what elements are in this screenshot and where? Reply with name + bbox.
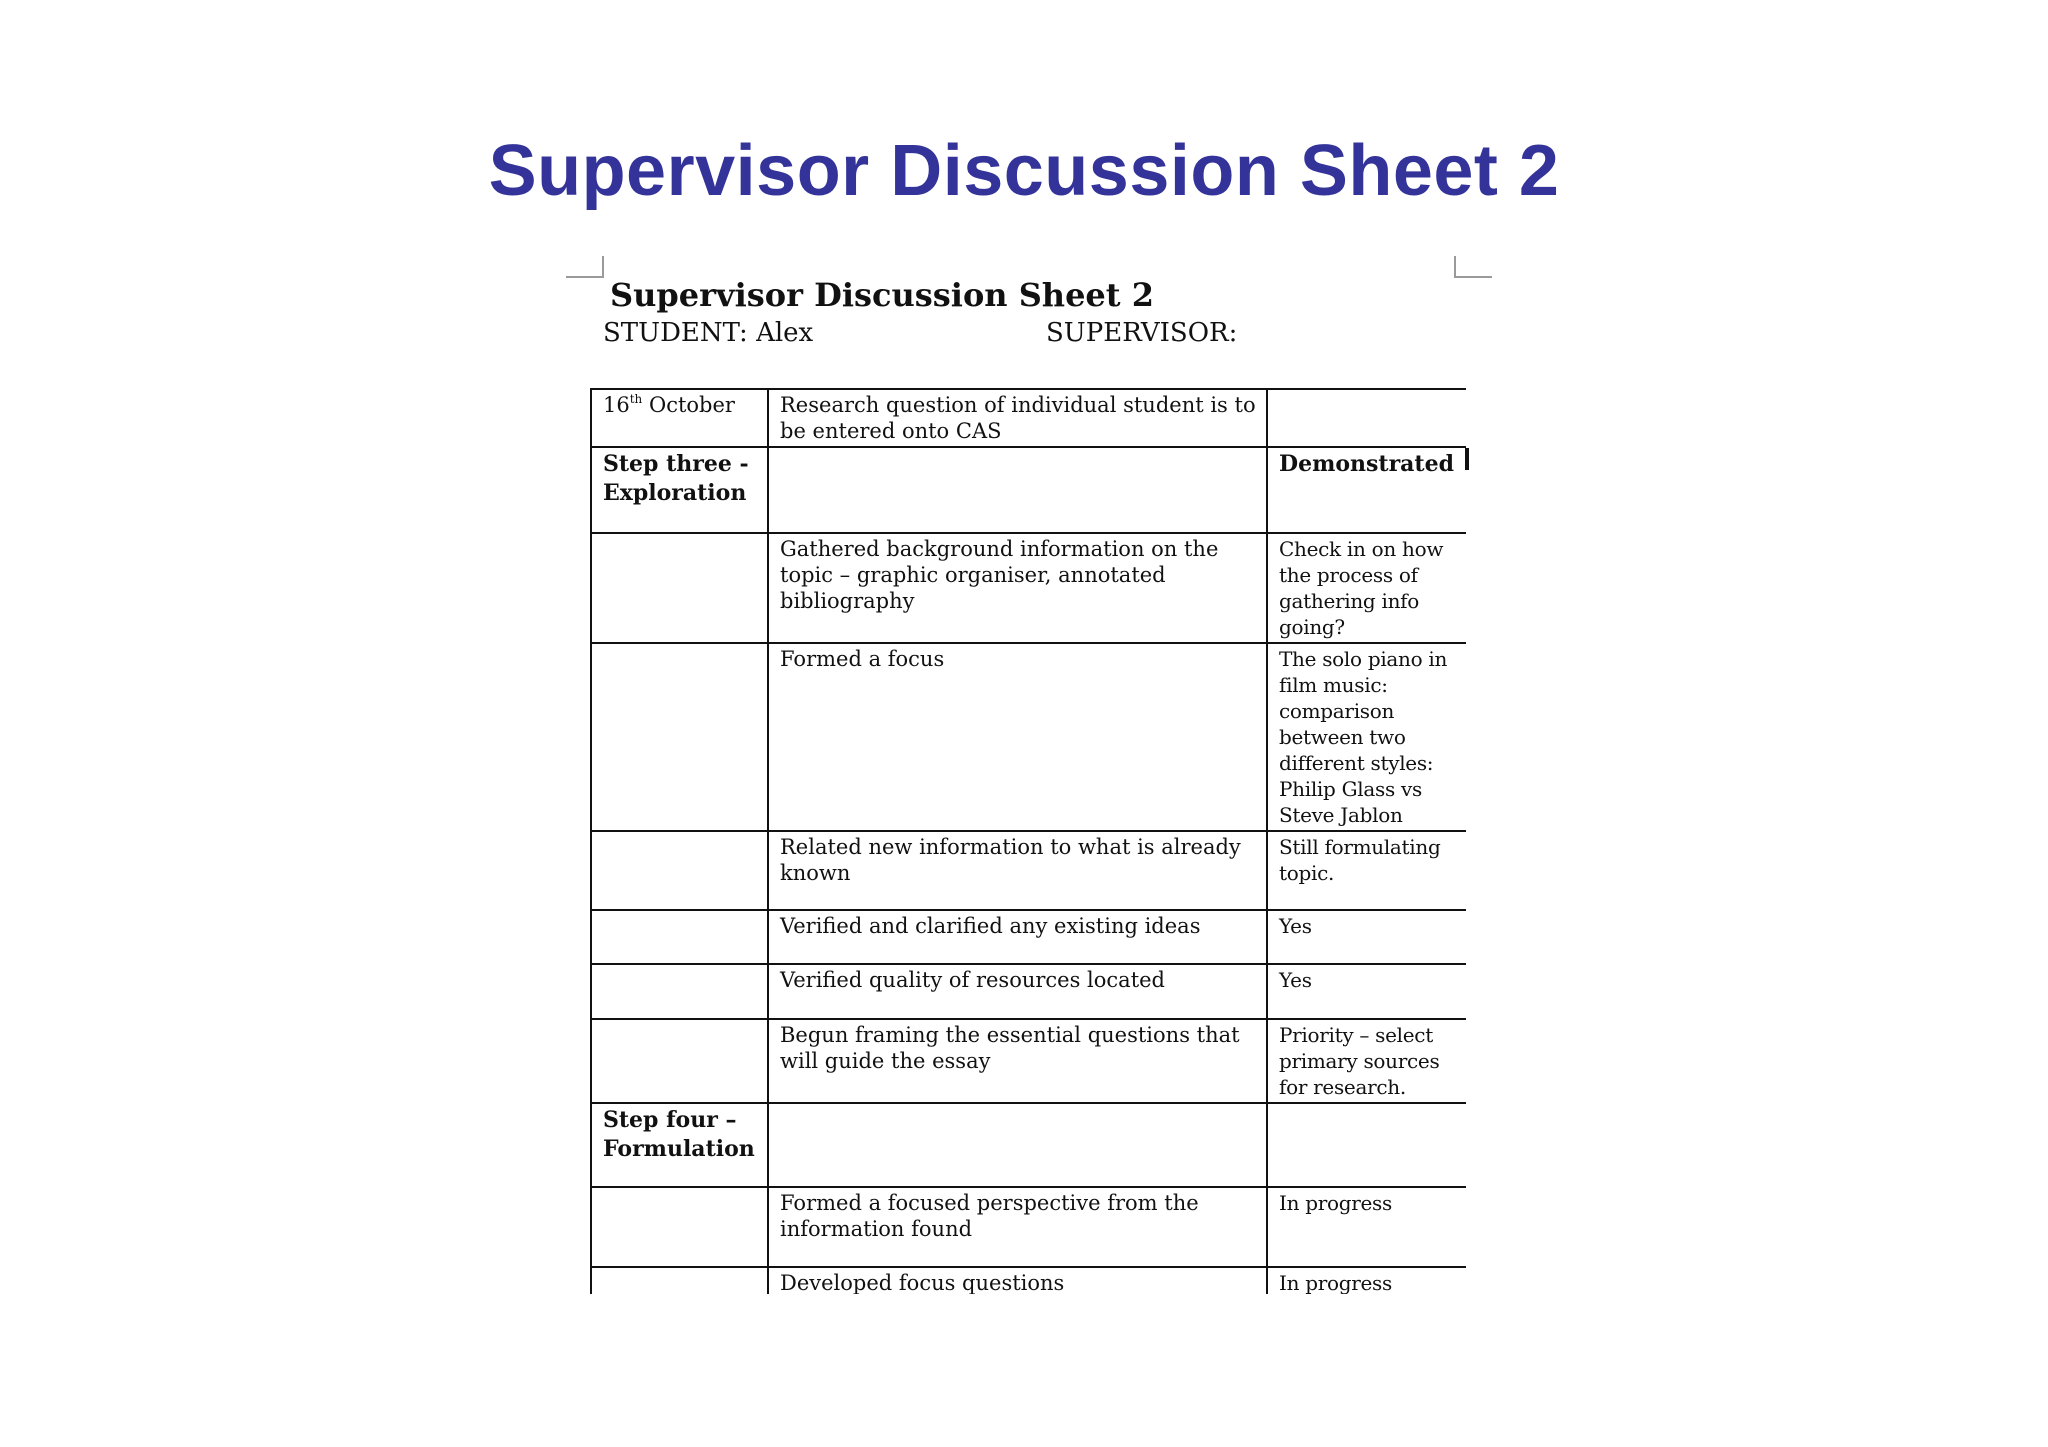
date-suffix: th xyxy=(629,392,643,406)
status-cell: Check in on how the process of gathering info going? xyxy=(1267,533,1466,643)
research-question-cell: Research question of individual student is to be entered onto CAS xyxy=(768,389,1267,447)
step-three-label: Step three - Exploration xyxy=(591,447,768,533)
status-cell: In progress xyxy=(1267,1267,1466,1294)
step-cell xyxy=(591,1187,768,1267)
status-cell: The solo piano in film music: comparison between two different styles: Philip Glass vs Steve Jablon xyxy=(1267,643,1466,831)
discussion-table-container xyxy=(590,388,1466,1294)
table-row xyxy=(591,1019,1466,1103)
step-cell xyxy=(591,1267,768,1294)
date-month: October xyxy=(642,393,735,417)
step-four-label: Step four – Formulation xyxy=(591,1103,768,1187)
table-row xyxy=(591,643,1466,831)
status-cell: Priority – select primary sources for research. xyxy=(1267,1019,1466,1103)
text-cursor-mark xyxy=(1465,448,1469,470)
criterion-cell: Formed a focused perspective from the information found xyxy=(768,1187,1267,1267)
step-four-description xyxy=(768,1103,1267,1187)
page-corner-mark-left xyxy=(566,256,604,278)
criterion-cell: Gathered background information on the topic – graphic organiser, annotated bibliography xyxy=(768,533,1267,643)
date-cell xyxy=(591,389,768,447)
table-row-step-four xyxy=(591,1103,1466,1187)
supervisor-line: SUPERVISOR: xyxy=(1046,318,1238,348)
step-cell xyxy=(591,533,768,643)
discussion-table xyxy=(590,388,1466,1294)
step-cell xyxy=(591,831,768,910)
table-row xyxy=(591,1187,1466,1267)
table-row xyxy=(591,1267,1466,1294)
table-row xyxy=(591,964,1466,1019)
status-cell: Yes xyxy=(1267,910,1466,964)
step-cell xyxy=(591,910,768,964)
criterion-cell: Formed a focus xyxy=(768,643,1267,831)
status-cell xyxy=(1267,1103,1466,1187)
page-corner-mark-right xyxy=(1454,256,1492,278)
criterion-cell: Verified and clarified any existing ideas xyxy=(768,910,1267,964)
criterion-cell: Begun framing the essential questions that will guide the essay xyxy=(768,1019,1267,1103)
slide-title: Supervisor Discussion Sheet 2 xyxy=(488,131,1560,211)
student-line: STUDENT: Alex xyxy=(603,318,814,348)
status-cell xyxy=(1267,389,1466,447)
demonstrated-header: Demonstrated xyxy=(1267,447,1466,533)
table-row xyxy=(591,910,1466,964)
criterion-cell: Verified quality of resources located xyxy=(768,964,1267,1019)
status-cell: Still formulating topic. xyxy=(1267,831,1466,910)
step-cell xyxy=(591,964,768,1019)
step-cell xyxy=(591,1019,768,1103)
criterion-cell: Developed focus questions xyxy=(768,1267,1267,1294)
step-cell xyxy=(591,643,768,831)
step-three-description xyxy=(768,447,1267,533)
criterion-cell: Related new information to what is already known xyxy=(768,831,1267,910)
table-row xyxy=(591,533,1466,643)
date-day: 16 xyxy=(603,393,630,417)
table-row-step-three xyxy=(591,447,1466,533)
table-row-date xyxy=(591,389,1466,447)
status-cell: Yes xyxy=(1267,964,1466,1019)
document-title: Supervisor Discussion Sheet 2 xyxy=(610,276,1154,314)
table-row xyxy=(591,831,1466,910)
status-cell: In progress xyxy=(1267,1187,1466,1267)
